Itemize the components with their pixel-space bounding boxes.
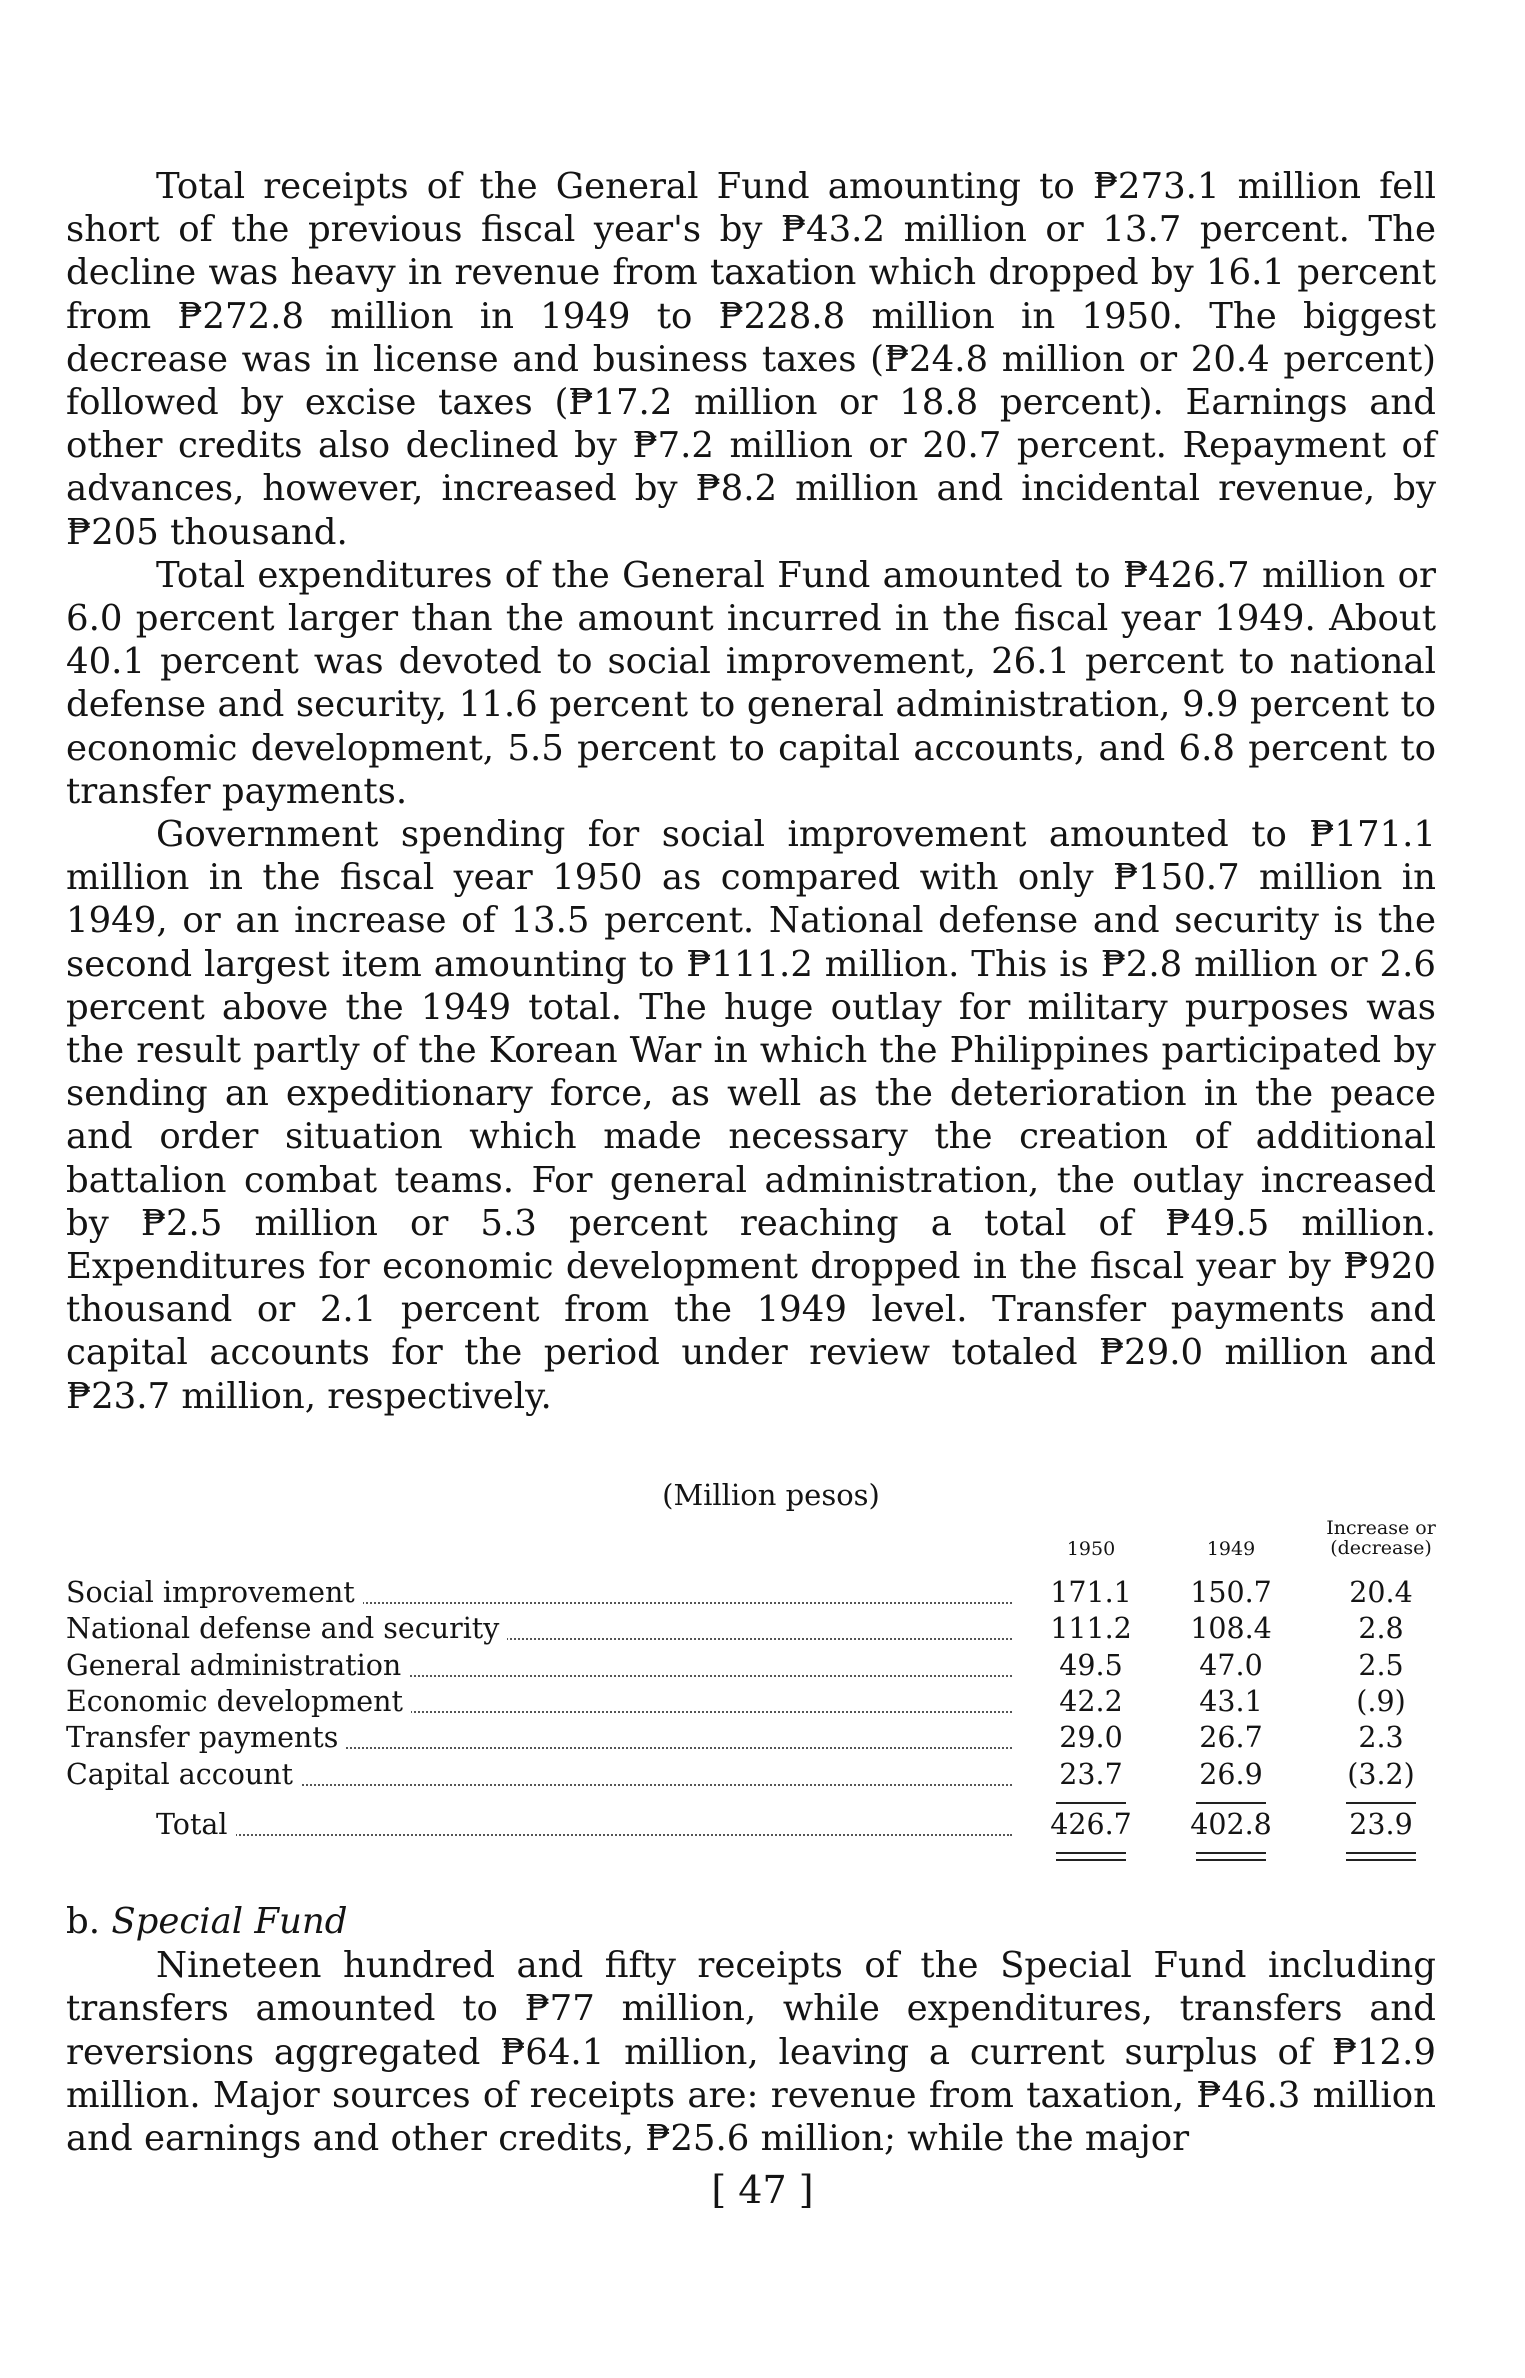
page-number: [ 47 ]: [711, 2168, 814, 2212]
value-1949: 43.1: [1199, 1685, 1263, 1719]
value-change: 2.8: [1358, 1612, 1404, 1646]
row-label: National defense and security: [66, 1612, 507, 1645]
paragraph-general-fund-receipts: Total receipts of the General Fund amounting to ₱273.1 million fell short of the previous fiscal year's by ₱43.2 million or 13.7 percent. The decline was heavy in revenue from taxation which dropped by 16.1 percent from ₱272.8 million in 1949 to ₱228.8 million in 1950. The biggest decrease was in license and business taxes (₱24.8 million or 20.4 percent) followed by excise taxes (₱17.2 million or 18.8 percent). Earnings and other credits also declined by ₱7.2 million or 20.7 percent. Repayment of advances, however, increased by ₱8.2 million and incidental revenue, by ₱205 thousand.: [66, 166, 1436, 553]
total-change: 23.9: [1349, 1808, 1413, 1842]
row-label: General administration: [66, 1649, 409, 1682]
subtotal-rule-change: [1346, 1802, 1416, 1804]
value-1950: 111.2: [1050, 1612, 1132, 1646]
table-row: [66, 1758, 1436, 1794]
value-1950: 42.2: [1059, 1685, 1123, 1719]
table-header-row: [66, 1518, 1436, 1576]
total-double-rule-row: [66, 1852, 1436, 1866]
value-1949: 47.0: [1199, 1648, 1263, 1682]
paragraph-general-fund-expenditures: Total expenditures of the General Fund amounted to ₱426.7 million or 6.0 percent larger than the amount incurred in the fiscal year 1949. About 40.1 percent was devoted to social improvement, 26.1 percent to national defense and security, 11.6 percent to general administration, 9.9 percent to economic development, 5.5 percent to capital accounts, and 6.8 percent to transfer payments.: [66, 554, 1436, 812]
paragraph-special-fund: Nineteen hundred and fifty receipts of the Special Fund including transfers amounted to ₱77 million, while expenditures, transfers and reversions aggregated ₱64.1 million, leaving a current surplus of ₱12.9 million. Major sources of receipts are: revenue from taxation, ₱46.3 million and earnings and other credits, ₱25.6 million; while the major: [66, 1945, 1436, 2160]
section-prefix: b.: [66, 1901, 101, 1943]
value-change: 20.4: [1349, 1575, 1413, 1609]
subtotal-rule-1949: [1196, 1802, 1266, 1804]
value-1950: 23.7: [1059, 1757, 1123, 1791]
document-page: [66, 165, 1436, 2160]
value-1949: 26.7: [1199, 1721, 1263, 1755]
value-1949: 150.7: [1190, 1575, 1272, 1609]
table-row: [66, 1685, 1436, 1721]
row-label: Economic development: [66, 1685, 411, 1718]
value-change: 2.5: [1358, 1648, 1404, 1682]
value-1950: 29.0: [1059, 1721, 1123, 1755]
total-1949: 402.8: [1190, 1808, 1272, 1842]
table-row: [66, 1721, 1436, 1757]
section-heading-special-fund: [66, 1900, 1436, 1944]
value-1950: 171.1: [1050, 1575, 1132, 1609]
column-header-change-line1: Increase or: [1326, 1516, 1436, 1539]
column-header-change-line2: (decrease): [1330, 1536, 1432, 1559]
row-label: Capital account: [66, 1758, 301, 1791]
value-1949: 26.9: [1199, 1757, 1263, 1791]
double-rule-1949: [1196, 1852, 1266, 1861]
expenditure-table: [66, 1478, 1436, 1866]
value-change: (3.2): [1347, 1757, 1415, 1791]
total-label: Total: [156, 1808, 236, 1841]
subtotal-rule-1950: [1056, 1802, 1126, 1804]
value-1950: 49.5: [1059, 1648, 1123, 1682]
table-row: [66, 1576, 1436, 1612]
column-header-change: [1311, 1518, 1451, 1558]
double-rule-1950: [1056, 1852, 1126, 1861]
value-change: (.9): [1356, 1685, 1406, 1719]
table-row: [66, 1649, 1436, 1685]
column-header-1949: 1949: [1206, 1537, 1256, 1560]
table-total-row: [66, 1808, 1436, 1852]
row-label: Social improvement: [66, 1576, 363, 1609]
value-1949: 108.4: [1190, 1612, 1272, 1646]
value-change: 2.3: [1358, 1721, 1404, 1755]
row-label: Transfer payments: [66, 1721, 346, 1754]
table-row: [66, 1612, 1436, 1648]
section-title: Special Fund: [111, 1901, 348, 1943]
subtotal-rule-row: [66, 1794, 1436, 1808]
paragraph-government-spending: Government spending for social improvement amounted to ₱171.1 million in the fiscal year 1950 as compared with only ₱150.7 million in 1949, or an increase of 13.5 percent. National defense and security is the second largest item amounting to ₱111.2 million. This is ₱2.8 million or 2.6 percent above the 1949 total. The huge outlay for military purposes was the result partly of the Korean War in which the Philippines participated by sending an expeditionary force, as well as the deterioration in the peace and order situation which made necessary the creation of additional battalion combat teams. For general administration, the outlay increased by ₱2.5 million or 5.3 percent reaching a total of ₱49.5 million. Expenditures for economic development dropped in the fiscal year by ₱920 thousand or 2.1 percent from the 1949 level. Transfer payments and capital accounts for the period under review totaled ₱29.0 million and ₱23.7 million, respectively.: [66, 814, 1436, 1417]
total-1950: 426.7: [1050, 1808, 1132, 1842]
dot-leader: [156, 1834, 1012, 1836]
double-rule-change: [1346, 1852, 1416, 1861]
table-unit-caption: (Million pesos): [662, 1477, 880, 1512]
column-header-1950: 1950: [1066, 1537, 1116, 1560]
